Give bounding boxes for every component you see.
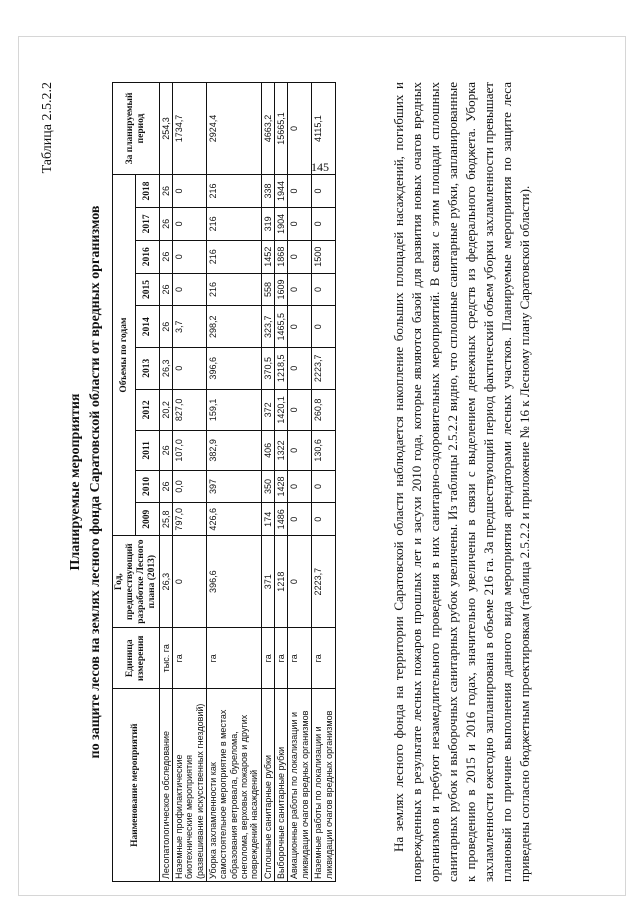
cell-name: Авиационные работы по локализации и ликвидации очагов вредных организмов [288,689,312,882]
header-year: 2011 [136,431,159,470]
table-label: Таблица 2.5.2.2 [40,82,55,174]
cell-value: 827,0 [173,389,207,431]
cell-value: 26 [159,240,172,273]
cell-value: 26 [159,175,172,208]
page-number: 145 [311,160,329,174]
cell-value: 216 [207,207,262,240]
cell-value: 338 [261,175,274,208]
cell-value: 0 [288,470,312,503]
cell-unit: га [288,628,312,689]
cell-value: 1428 [275,470,288,503]
cell-year-dev: 0 [288,536,312,628]
header-year: 2016 [136,240,159,273]
header-year: 2014 [136,306,159,348]
header-name: Наименование мероприятий [113,689,160,882]
header-year: 2015 [136,273,159,306]
header-year: 2017 [136,207,159,240]
table-row [159,83,172,882]
cell-year-dev: 396,6 [207,536,262,628]
cell-value: 350 [261,470,274,503]
cell-total: 4115,1 [312,83,336,175]
cell-value: 0 [173,348,207,390]
cell-value: 319 [261,207,274,240]
cell-total: 4663,2 [261,83,274,175]
rotated-page-content [40,82,570,882]
cell-value: 0 [312,306,336,348]
cell-year-dev: 371 [261,536,274,628]
cell-total: 1734,7 [173,83,207,175]
table-row [173,83,207,882]
header-year: 2013 [136,348,159,390]
cell-value: 0 [288,503,312,536]
header-volumes: Объемы по годам [113,175,136,536]
cell-value: 0 [288,207,312,240]
cell-value: 0 [288,306,312,348]
cell-value: 406 [261,431,274,470]
cell-value: 216 [207,273,262,306]
cell-unit: га [207,628,262,689]
cell-name: Наземные работы по локализации и ликвидации очагов вредных организмов [312,689,336,882]
cell-value: 3,7 [173,306,207,348]
cell-value: 1609 [275,273,288,306]
cell-value: 1452 [261,240,274,273]
measures-table [112,82,336,882]
cell-value: 0 [312,273,336,306]
cell-value: 26,3 [159,348,172,390]
cell-value: 0 [288,389,312,431]
cell-year-dev: 2223,7 [312,536,336,628]
cell-value: 797,0 [173,503,207,536]
cell-value: 174 [261,503,274,536]
table-row [312,83,336,882]
cell-value: 0 [173,240,207,273]
cell-year-dev: 26,3 [159,536,172,628]
cell-unit: га [275,628,288,689]
cell-value: 298,2 [207,306,262,348]
cell-value: 0 [312,175,336,208]
header-year: 2010 [136,470,159,503]
cell-total: 15665,1 [275,83,288,175]
header-unit: Единица измерения [113,628,160,689]
cell-total: 0 [288,83,312,175]
cell-value: 372 [261,389,274,431]
cell-value: 1218,5 [275,348,288,390]
header-year: 2009 [136,503,159,536]
header-year-dev: Год, предшествующий разработке Лесного плана (2013) [113,536,160,628]
cell-name: Сплошные санитарные рубки [261,689,274,882]
cell-value: 130,6 [312,431,336,470]
cell-value: 323,7 [261,306,274,348]
table-subtitle: по защите лесов на землях лесного фонда Саратовской области от вредных организмов [88,205,103,759]
cell-value: 0 [173,273,207,306]
paragraph-text: На землях лесного фонда на территории Саратовской области наблюдается накопление больших площадей насаждений, погибших и поврежденных в результате лесных пожаров прошлых лет и засухи 2010 года, которые являются базой для развития новых очагов вредных организмов и требуют незамедлительного проведения в них санитарно-оздоровительных мероприятий. В связи с этим площади сплошных санитарных рубок и выборочных санитарных рубок увеличены. Из таблицы 2.5.2.2 видно, что сплошные санитарные рубки, запланированные к проведению в 2015 и 2016 годах, значительно увеличены в связи с выделением денежных средств из федерального бюджета. Уборка захламленности ежегодно запланирована в объеме 216 га. За предшествующий период фактический объем уборки захламленности превышает плановый по причине выполнения данного вида мероприятия арендаторами лесных участков. Планируемые мероприятия по защите леса приведены согласно бюджетным проектировкам (таблица 2.5.2.2 и приложение № 16 к Лесному плану Саратовской области). [391,82,532,882]
cell-value: 1500 [312,240,336,273]
cell-value: 26 [159,470,172,503]
cell-unit: га [312,628,336,689]
cell-value: 26 [159,273,172,306]
cell-unit: тыс. га [159,628,172,689]
cell-name: Наземные профилактические биотехнические мероприятия (развешивание искусственных гнездовий) [173,689,207,882]
cell-value: 26 [159,431,172,470]
table-row [261,83,274,882]
cell-year-dev: 1218 [275,536,288,628]
cell-value: 26 [159,207,172,240]
body-paragraph [390,82,534,882]
cell-value: 0 [288,273,312,306]
cell-value: 370,5 [261,348,274,390]
cell-value: 216 [207,240,262,273]
cell-value: 260,8 [312,389,336,431]
cell-value: 0 [312,503,336,536]
cell-value: 20,2 [159,389,172,431]
table-row [275,83,288,882]
header-planned: За планируемый период [113,83,160,175]
cell-value: 0 [288,175,312,208]
table-title: Планируемые мероприятия [68,393,83,571]
cell-unit: га [173,628,207,689]
cell-value: 0 [288,240,312,273]
cell-value: 216 [207,175,262,208]
cell-value: 397 [207,470,262,503]
cell-value: 2223,7 [312,348,336,390]
cell-name: Лесопатологическое обследование [159,689,172,882]
cell-value: 558 [261,273,274,306]
cell-value: 426,6 [207,503,262,536]
cell-total: 254,3 [159,83,172,175]
cell-name: Уборка захламленности как самостоятельное мероприятие в местах образования ветровала, бурелома, снеголома, верховых пожаров и других повреждений насаждений [207,689,262,882]
cell-total: 2924,4 [207,83,262,175]
cell-value: 1944 [275,175,288,208]
cell-value: 25,8 [159,503,172,536]
cell-value: 396,6 [207,348,262,390]
cell-value: 1420,1 [275,389,288,431]
cell-value: 0 [173,175,207,208]
header-year: 2018 [136,175,159,208]
cell-value: 1465,5 [275,306,288,348]
cell-value: 1868 [275,240,288,273]
cell-year-dev: 0 [173,536,207,628]
cell-value: 0,0 [173,470,207,503]
cell-name: Выборочные санитарные рубки [275,689,288,882]
cell-value: 107,0 [173,431,207,470]
table-row [288,83,312,882]
cell-value: 1322 [275,431,288,470]
header-year: 2012 [136,389,159,431]
cell-value: 0 [288,431,312,470]
cell-value: 0 [173,207,207,240]
cell-value: 0 [312,207,336,240]
cell-value: 1904 [275,207,288,240]
table-row [207,83,262,882]
cell-value: 382,9 [207,431,262,470]
cell-value: 1486 [275,503,288,536]
cell-value: 0 [312,470,336,503]
cell-value: 0 [288,348,312,390]
cell-value: 26 [159,306,172,348]
cell-value: 159,1 [207,389,262,431]
cell-unit: га [261,628,274,689]
